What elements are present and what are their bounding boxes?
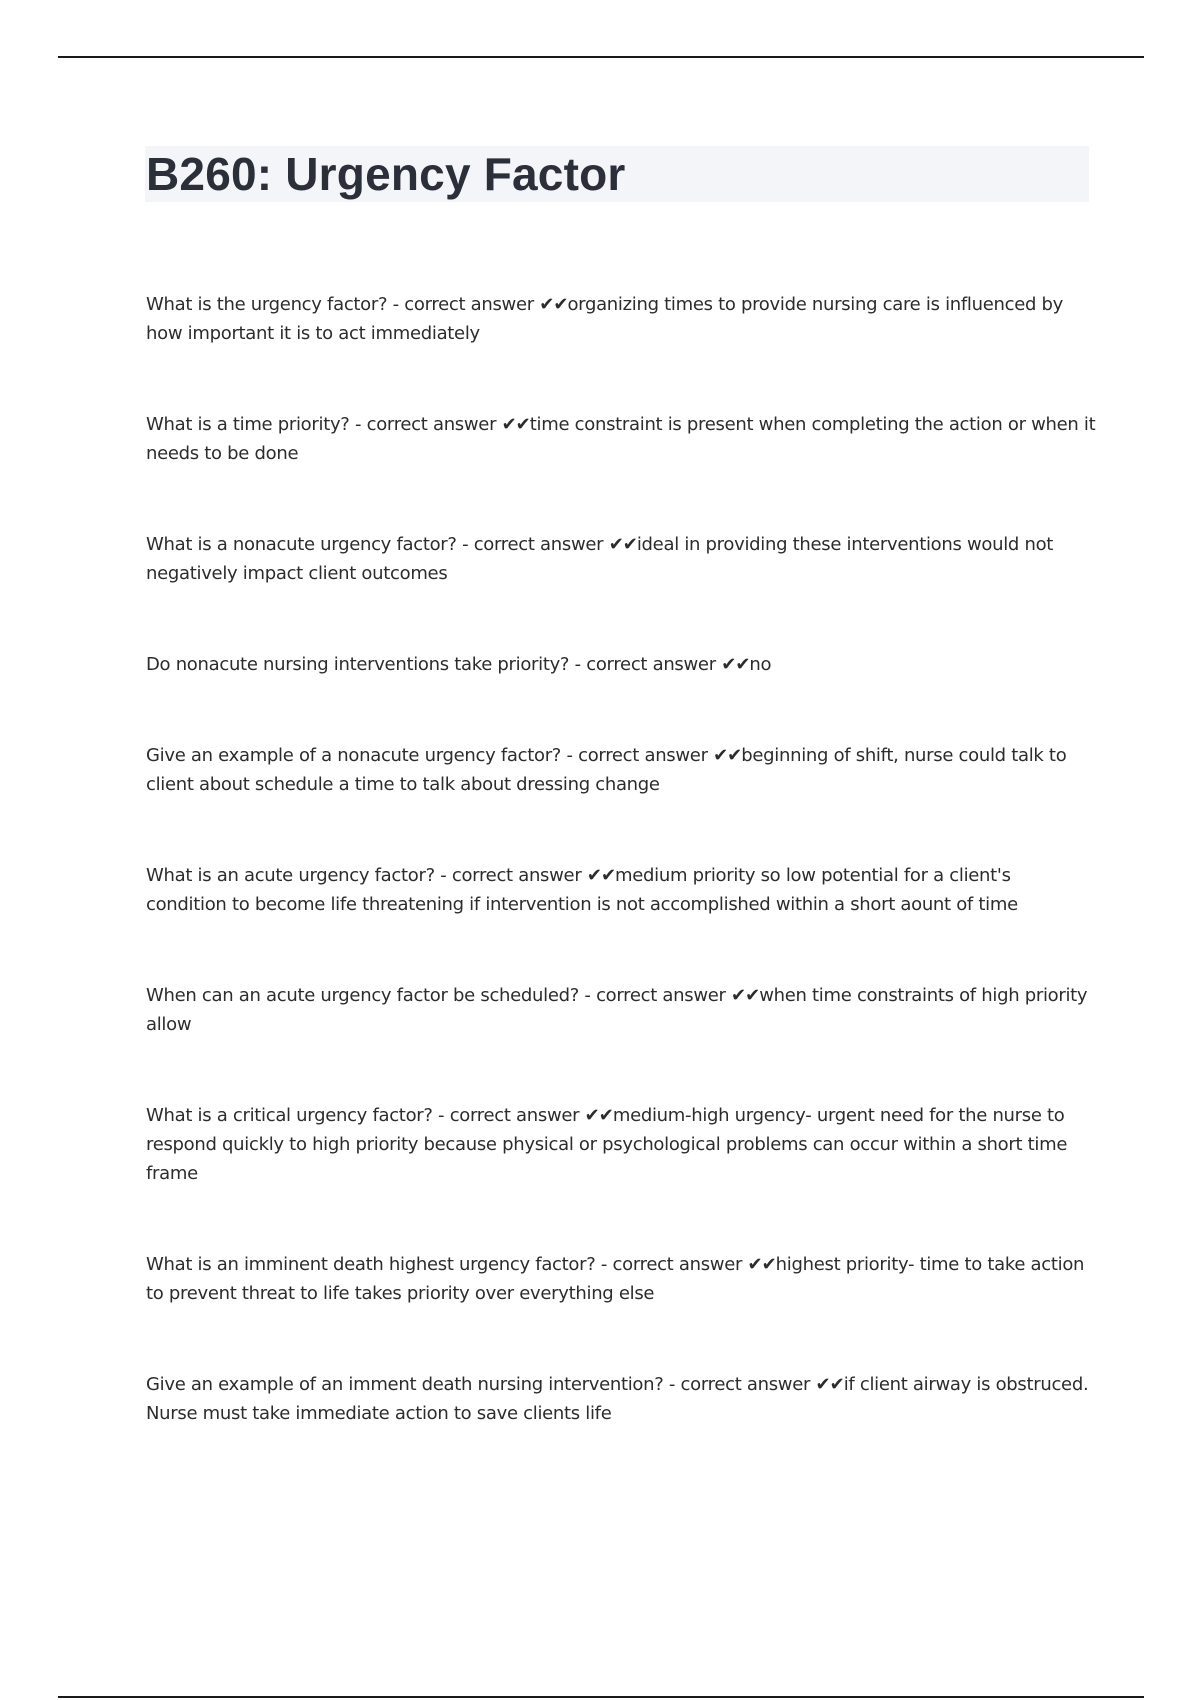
answer-text: no (749, 654, 772, 675)
qa-list (146, 290, 1096, 1490)
answer-text: time constraint is present when completing the action or when it needs to be done (146, 414, 1096, 464)
answer-label: correct answer (586, 654, 716, 675)
separator: - (432, 1105, 450, 1126)
question-text: What is an acute urgency factor? (146, 865, 435, 886)
answer-label: correct answer (404, 294, 534, 315)
question-text: What is a critical urgency factor? (146, 1105, 433, 1126)
double-check-icon: ✔✔ (721, 654, 750, 675)
answer-text: medium priority so low potential for a client's condition to become life threatening if intervention is not accomplished within a short aount of time (146, 865, 1018, 915)
qa-item (146, 1370, 1096, 1428)
separator: - (579, 985, 597, 1006)
question-text: What is a nonacute urgency factor? (146, 534, 457, 555)
separator: - (349, 414, 367, 435)
qa-item (146, 650, 1096, 679)
answer-text: highest priority- time to take action to prevent threat to life takes priority over everything else (146, 1254, 1085, 1304)
question-text: When can an acute urgency factor be scheduled? (146, 985, 580, 1006)
separator: - (569, 654, 587, 675)
answer-label: correct answer (612, 1254, 743, 1275)
qa-item (146, 861, 1096, 919)
answer-label: correct answer (449, 1105, 580, 1126)
separator: - (434, 865, 452, 886)
question-text: What is an imminent death highest urgency factor? (146, 1254, 596, 1275)
answer-label: correct answer (366, 414, 497, 435)
answer-label: correct answer (578, 745, 708, 766)
answer-text: when time constraints of high priority allow (146, 985, 1088, 1035)
double-check-icon: ✔✔ (501, 414, 530, 435)
answer-label: correct answer (473, 534, 604, 555)
answer-text: beginning of shift, nurse could talk to client about schedule a time to talk about dressing change (146, 745, 1067, 795)
separator: - (561, 745, 579, 766)
answer-label: correct answer (680, 1374, 811, 1395)
page-title: B260: Urgency Factor (146, 148, 626, 200)
answer-text: organizing times to provide nursing care is influenced by how important it is to act immediately (146, 294, 1064, 344)
qa-item (146, 1250, 1096, 1308)
qa-item (146, 981, 1096, 1039)
question-text: Do nonacute nursing interventions take priority? (146, 654, 570, 675)
question-text: What is the urgency factor? (146, 294, 388, 315)
answer-text: if client airway is obstruced. Nurse must take immediate action to save clients life (146, 1374, 1089, 1424)
answer-label: correct answer (596, 985, 726, 1006)
qa-item (146, 530, 1096, 588)
qa-item (146, 741, 1096, 799)
bottom-rule (58, 1696, 1144, 1698)
qa-item (146, 410, 1096, 468)
double-check-icon: ✔✔ (713, 745, 742, 766)
answer-label: correct answer (451, 865, 582, 886)
double-check-icon: ✔✔ (539, 294, 568, 315)
top-rule (58, 56, 1144, 58)
double-check-icon: ✔✔ (608, 534, 637, 555)
question-text: Give an example of an imment death nursing intervention? (146, 1374, 664, 1395)
qa-item (146, 1101, 1096, 1188)
question-text: Give an example of a nonacute urgency factor? (146, 745, 562, 766)
answer-text: medium-high urgency- urgent need for the nurse to respond quickly to high priority because physical or psychological problems can occur within a short time frame (146, 1105, 1068, 1184)
separator: - (387, 294, 405, 315)
qa-item (146, 290, 1096, 348)
separator: - (456, 534, 474, 555)
double-check-icon: ✔✔ (584, 1105, 613, 1126)
separator: - (663, 1374, 681, 1395)
separator: - (595, 1254, 613, 1275)
double-check-icon: ✔✔ (731, 985, 760, 1006)
double-check-icon: ✔✔ (586, 865, 616, 886)
double-check-icon: ✔✔ (815, 1374, 844, 1395)
double-check-icon: ✔✔ (747, 1254, 776, 1275)
answer-text: ideal in providing these interventions would not negatively impact client outcomes (146, 534, 1054, 584)
question-text: What is a time priority? (146, 414, 350, 435)
